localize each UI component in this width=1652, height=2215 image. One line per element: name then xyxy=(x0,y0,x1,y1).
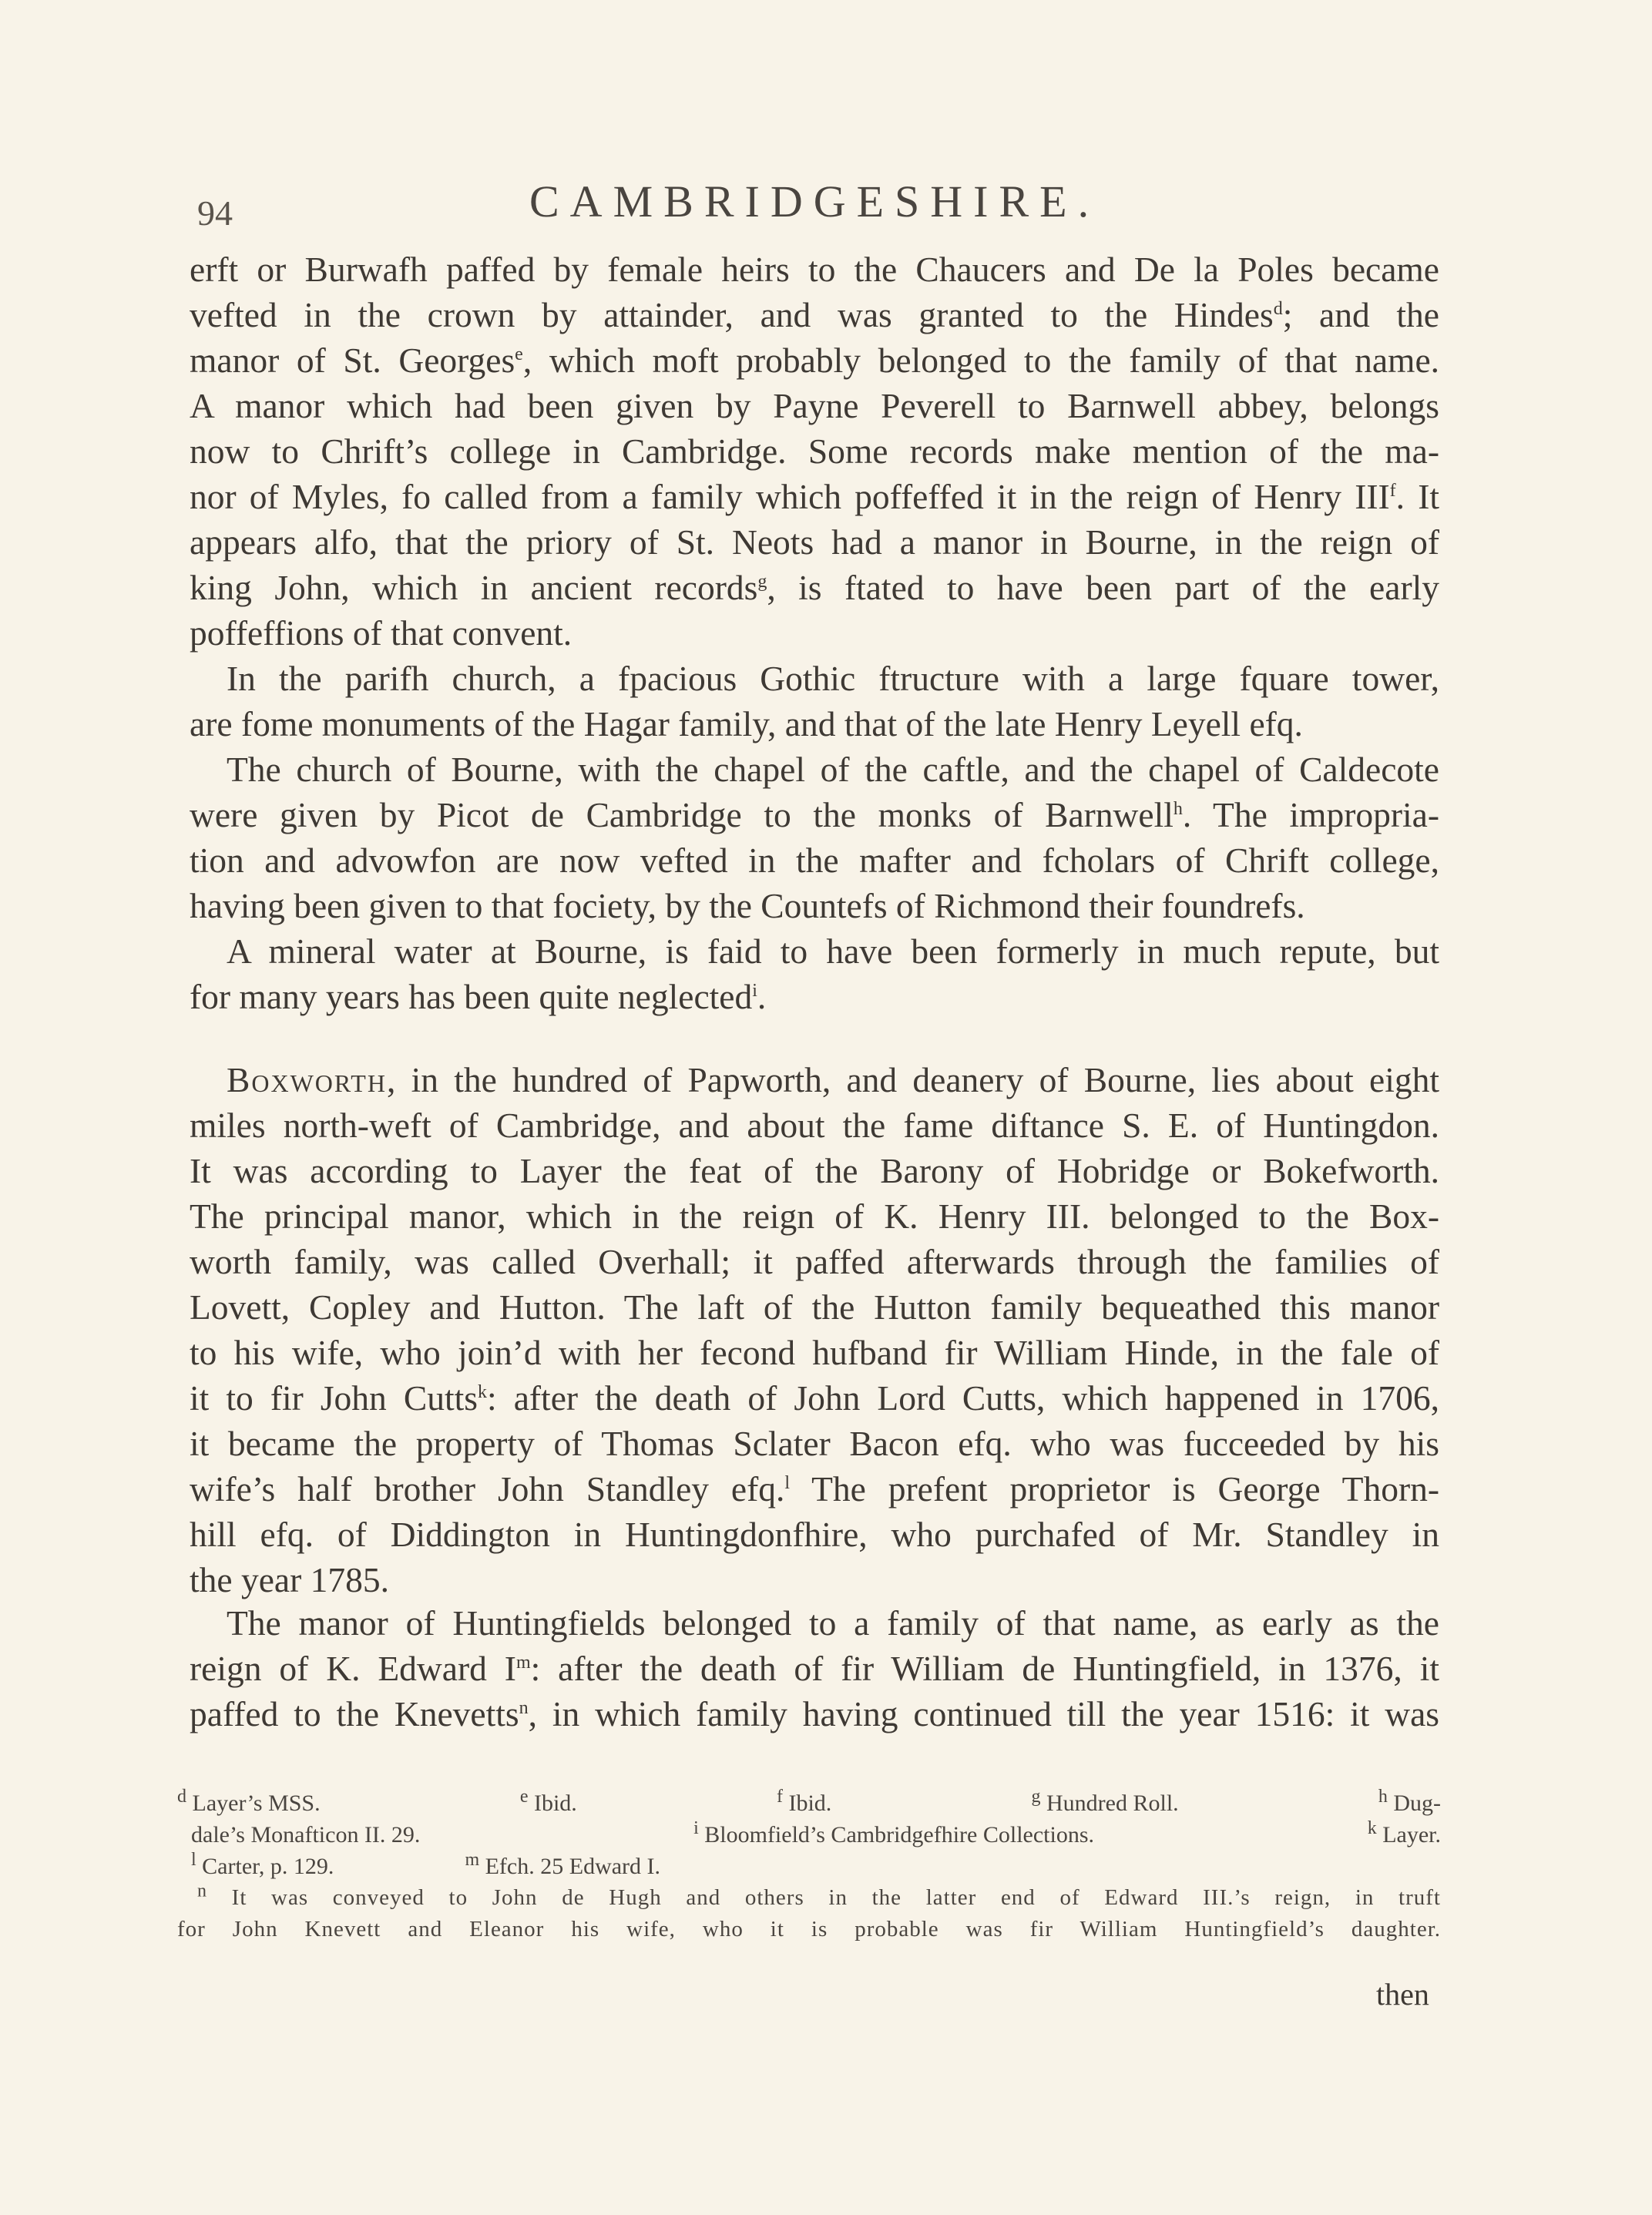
paragraph-church-of-bourne xyxy=(190,747,1439,928)
text-line: Lovett, Copley and Hutton. The laft of the Hutton family bequeathed this manor xyxy=(190,1287,1439,1327)
text-line: worth family, was called Overhall; it paffed afterwards through the families of xyxy=(190,1242,1439,1281)
page-header xyxy=(185,176,1190,237)
text-line: wife’s half brother John Standley efq.$^l$ The prefent proprietor is George Thorn- xyxy=(190,1469,1439,1509)
text-line: erft or Burwafh paffed by female heirs to the Chaucers and De la Poles became xyxy=(190,250,1439,289)
text-line: manor of St. Georges$^e$, which moft probably belonged to the family of that name. xyxy=(190,341,1440,380)
text-line: paffed to the Knevetts$^n$, in which family having continued till the year 1516: it was xyxy=(190,1694,1440,1733)
paragraph-boxworth xyxy=(190,1057,1439,1603)
footnote: $^h$ Dug- xyxy=(1378,1787,1441,1816)
text-line: poffeffions of that convent. xyxy=(190,613,572,653)
text-line: were given by Picot de Cambridge to the monks of Barnwell$^h$. The impropria- xyxy=(190,795,1439,834)
footnote: $^k$ Layer. xyxy=(1367,1818,1441,1848)
page-number: 94 xyxy=(197,193,233,233)
footnote: $^i$ Bloomfield’s Cambridgefhire Collections. xyxy=(693,1818,1095,1848)
footnote-marker: k xyxy=(477,1381,487,1402)
text-line: reign of K. Edward $I^m$: after the death of fir William de Huntingfield, in 1376, it xyxy=(190,1649,1439,1688)
footnote-n xyxy=(177,1882,1441,1945)
text-line: nor of Myles, fo called from a family which poffeffed it in the reign of Henry III$^f$. It xyxy=(190,477,1439,516)
text-line: hill efq. of Diddington in Huntingdonfhire, who purchafed of Mr. Standley in xyxy=(190,1515,1439,1554)
text-line: king John, which in ancient records$^g$, is ftated to have been part of the early xyxy=(190,568,1439,607)
footnote-row xyxy=(177,1851,1441,1882)
footnote-marker: n xyxy=(519,1697,529,1718)
footnote: $^f$ Ibid. xyxy=(776,1787,832,1816)
text-line: Boxworth, in the hundred of Papworth, and deanery of Bourne, lies about eight xyxy=(227,1060,1439,1099)
footnote-marker: l xyxy=(784,1472,791,1493)
text-line: for many years has been quite neglected$^i$. xyxy=(190,977,767,1016)
footnote-marker: g xyxy=(757,571,767,592)
text-line: In the parifh church, a fpacious Gothic ftructure with a large fquare tower, xyxy=(227,659,1439,698)
text-line: A mineral water at Bourne, is faid to have been formerly in much repute, but xyxy=(227,931,1439,971)
footnote: dale’s Monafticon II. 29. xyxy=(191,1822,421,1848)
footnote: $^m$ Efch. 25 Edward I. xyxy=(465,1850,661,1879)
footnote: $^d$ Layer’s MSS. xyxy=(177,1787,321,1816)
text-line: are fome monuments of the Hagar family, and that of the late Henry Leyell efq. xyxy=(190,704,1303,743)
paragraph-mineral-water xyxy=(190,928,1439,1019)
footnote-marker: i xyxy=(752,980,757,1001)
text-line: miles north-weft of Cambridge, and about the fame diftance S. E. of Huntingdon. xyxy=(190,1106,1439,1145)
footnote: $^e$ Ibid. xyxy=(519,1787,577,1816)
place-name: Boxworth xyxy=(227,1060,387,1099)
text-line: now to Chrift’s college in Cambridge. Some records make mention of the ma- xyxy=(190,431,1439,471)
text-line: the year 1785. xyxy=(190,1560,390,1599)
text-line: It was according to Layer the feat of the Barony of Hobridge or Bokefworth. xyxy=(190,1151,1439,1190)
footnote-marker: h xyxy=(1173,798,1183,819)
footnote-marker: f xyxy=(1389,480,1396,501)
footnotes xyxy=(177,1787,1441,1945)
running-title: CAMBRIDGESHIRE. xyxy=(529,176,1100,227)
footnote-marker: m xyxy=(515,1652,531,1673)
text-line: tion and advowfon are now vefted in the mafter and fcholars of Chrift college, xyxy=(190,841,1439,880)
text-line: to his wife, who join’d with her fecond hufband fir William Hinde, in the fale of xyxy=(190,1333,1439,1372)
text-line: The principal manor, which in the reign of K. Henry III. belonged to the Box- xyxy=(190,1196,1439,1236)
footnote: $^l$ Carter, p. 129. xyxy=(191,1850,334,1879)
text-line: vefted in the crown by attainder, and was granted to the Hindes$^d$; and the xyxy=(190,295,1439,334)
paragraph-bourne-manors xyxy=(190,247,1439,656)
text-line: it became the property of Thomas Sclater Bacon efq. who was fucceeded by his xyxy=(190,1424,1439,1463)
text-line: having been given to that fociety, by the Countefs of Richmond their foundrefs. xyxy=(190,886,1305,925)
footnote-marker: d xyxy=(1273,298,1283,319)
footnote-row xyxy=(177,1787,1441,1819)
footnote-row xyxy=(177,1819,1441,1851)
text-line: it to fir John Cutts$^k$: after the death of John Lord Cutts, which happened in 1706, xyxy=(190,1378,1439,1418)
footnote-marker: e xyxy=(515,344,523,364)
paragraph-huntingfields xyxy=(190,1600,1439,1737)
footnote-line: for John Knevett and Eleanor his wife, who it is probable was fir William Huntingfield’s daughter. xyxy=(177,1917,1441,1941)
text-line: The church of Bourne, with the chapel of the caftle, and the chapel of Caldecote xyxy=(227,750,1439,789)
text-line: The manor of Huntingfields belonged to a family of that name, as early as the xyxy=(227,1603,1439,1643)
text-line: A manor which had been given by Payne Peverell to Barnwell abbey, belongs xyxy=(190,386,1439,425)
paragraph-parish-church xyxy=(190,656,1439,747)
catchword: then xyxy=(1376,1977,1429,2012)
text-line: appears alfo, that the priory of St. Neots had a manor in Bourne, in the reign of xyxy=(190,522,1439,562)
footnote: $^g$ Hundred Roll. xyxy=(1031,1787,1179,1816)
footnote-line: $^n$ It was conveyed to John de Hugh and others in the latter end of Edward III.’s reign, in truft xyxy=(197,1881,1441,1910)
